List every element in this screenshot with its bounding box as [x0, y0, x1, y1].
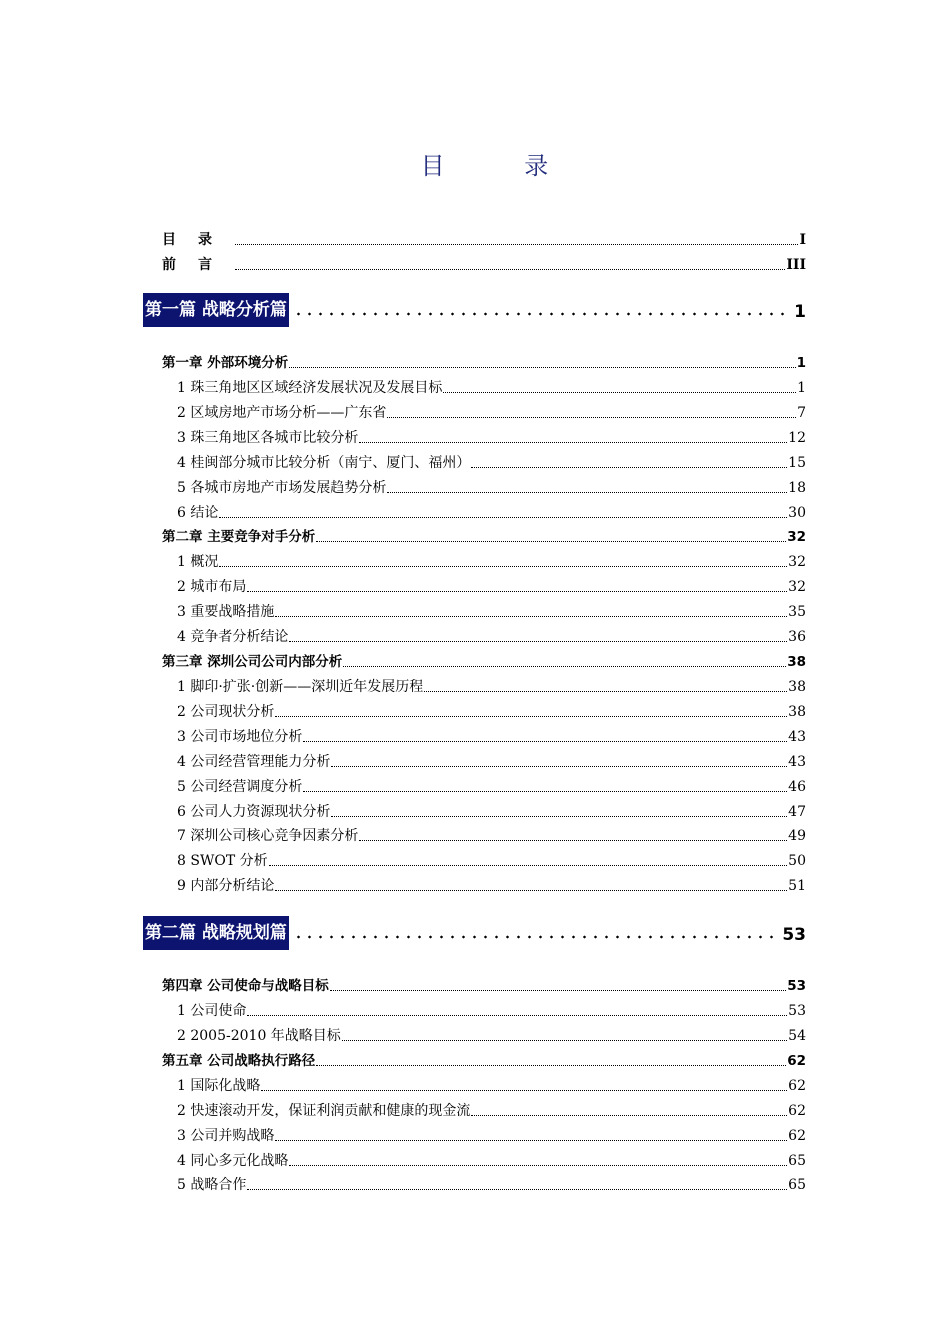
toc-section-page-number: 49: [788, 828, 806, 845]
toc-section-label: 5 战略合作: [177, 1177, 247, 1194]
toc-section[interactable]: [177, 377, 806, 399]
toc-entry-top-label: 前言: [162, 257, 234, 273]
toc-section-page-number: 36: [788, 629, 806, 646]
dot-leader: [424, 686, 787, 692]
toc-section[interactable]: [177, 402, 806, 424]
toc-section-label: 2 城市布局: [177, 579, 247, 596]
toc-section-page-number: 38: [788, 703, 806, 720]
dot-leader: [387, 412, 796, 418]
dot-leader: [343, 661, 786, 667]
toc-entry-top-page-number: I: [799, 232, 806, 248]
toc-section-page-number: 46: [788, 778, 806, 795]
dot-leader: [269, 860, 788, 866]
dot-leader: [471, 1110, 787, 1116]
toc-entry-top-label: 目录: [162, 232, 234, 248]
dot-leader: [289, 362, 795, 368]
toc-chapter-page-number: 32: [787, 529, 806, 546]
toc-section-label: 1 概况: [177, 554, 219, 571]
dot-leader: [342, 1035, 787, 1041]
toc-part[interactable]: [143, 297, 806, 327]
dot-leader: [275, 885, 787, 891]
toc-section-page-number: 62: [788, 1102, 806, 1119]
toc-section-label: 4 桂闽部分城市比较分析（南宁、厦门、福州）: [177, 454, 471, 471]
toc-section[interactable]: [177, 726, 806, 748]
toc-section-page-number: 65: [788, 1177, 806, 1194]
dot-leader: [289, 636, 787, 642]
dot-leader: [235, 239, 798, 245]
toc-chapter-page-number: 53: [787, 978, 806, 994]
toc-section-label: 1 脚印·扩张·创新——深圳近年发展历程: [177, 679, 424, 695]
toc-section[interactable]: [177, 1174, 806, 1196]
toc-section-label: 6 结论: [177, 504, 219, 521]
toc-section[interactable]: [177, 825, 806, 847]
toc-chapter[interactable]: [162, 651, 806, 673]
toc-section-page-number: 47: [788, 803, 806, 820]
dot-leader: [219, 561, 787, 567]
toc-chapter[interactable]: [162, 526, 806, 548]
toc-part-page-number: 1: [794, 302, 806, 322]
toc-section[interactable]: [177, 776, 806, 798]
toc-section-label: 2 区域房地产市场分析——广东省: [177, 404, 387, 421]
dot-leader: [471, 462, 787, 468]
toc-section-label: 9 内部分析结论: [177, 878, 275, 895]
toc-section[interactable]: [177, 1075, 806, 1097]
toc-section[interactable]: [177, 1125, 806, 1147]
toc-chapter-label: 第一章 外部环境分析: [162, 355, 289, 371]
toc-section[interactable]: [177, 1000, 806, 1022]
toc-section[interactable]: [177, 751, 806, 773]
dot-leader: [275, 711, 787, 717]
dot-leader: [219, 512, 787, 518]
dot-leader: [293, 297, 788, 327]
toc-section-page-number: 65: [788, 1152, 806, 1169]
toc-part-label: 第二篇 战略规划篇: [143, 916, 289, 950]
toc-chapter-page-number: 1: [796, 355, 806, 371]
toc-chapter-page-number: 38: [787, 654, 806, 670]
dot-leader: [359, 835, 787, 841]
toc-section[interactable]: [177, 850, 806, 872]
dot-leader: [316, 536, 786, 542]
toc-section-page-number: 1: [797, 380, 806, 396]
page-title: 目 录: [420, 152, 585, 180]
toc-chapter[interactable]: [162, 352, 806, 374]
toc-section[interactable]: [177, 477, 806, 499]
dot-leader: [331, 761, 787, 767]
toc-section-label: 2 快速滚动开发，保证利润贡献和健康的现金流: [177, 1102, 471, 1119]
dot-leader: [359, 437, 787, 443]
toc-section[interactable]: [177, 1100, 806, 1122]
toc-section-page-number: 35: [788, 604, 806, 621]
toc-chapter-label: 第五章 公司战略执行路径: [162, 1052, 316, 1069]
toc-entry-top[interactable]: [162, 254, 806, 276]
toc-chapter[interactable]: [162, 975, 806, 997]
dot-leader: [247, 1010, 787, 1016]
toc-section-label: 3 珠三角地区各城市比较分析: [177, 429, 359, 446]
toc-section-page-number: 50: [788, 853, 806, 870]
toc-section-label: 5 各城市房地产市场发展趋势分析: [177, 479, 387, 496]
toc-section-label: 4 竞争者分析结论: [177, 629, 289, 646]
toc-chapter-page-number: 62: [787, 1052, 806, 1069]
toc-section-page-number: 53: [788, 1003, 806, 1019]
dot-leader: [303, 786, 787, 792]
toc-section-label: 4 同心多元化战略: [177, 1152, 289, 1169]
toc-section-label: 1 公司使命: [177, 1003, 247, 1019]
dot-leader: [443, 387, 796, 393]
toc-section-label: 3 公司市场地位分析: [177, 728, 303, 745]
toc-section-page-number: 43: [788, 753, 806, 770]
toc-section-page-number: 43: [788, 728, 806, 745]
toc-section-label: 2 2005-2010 年战略目标: [177, 1027, 341, 1044]
toc-section[interactable]: [177, 1025, 806, 1047]
toc-chapter-label: 第三章 深圳公司公司内部分析: [162, 654, 343, 670]
toc-section-page-number: 62: [788, 1127, 806, 1144]
dot-leader: [247, 586, 787, 592]
toc-part-label: 第一篇 战略分析篇: [143, 293, 289, 327]
toc-section-page-number: 54: [788, 1027, 806, 1044]
toc-section-page-number: 32: [788, 579, 806, 596]
dot-leader: [387, 487, 787, 493]
toc-section-label: 1 国际化战略: [177, 1077, 261, 1094]
toc-section-label: 8 SWOT 分析: [177, 853, 268, 870]
dot-leader: [330, 985, 787, 991]
toc-chapter-label: 第四章 公司使命与战略目标: [162, 978, 329, 994]
toc-section[interactable]: [177, 427, 806, 449]
toc-section-label: 4 公司经营管理能力分析: [177, 753, 331, 770]
toc-section-page-number: 30: [788, 504, 806, 521]
toc-section-label: 7 深圳公司核心竞争因素分析: [177, 828, 359, 845]
dot-leader: [275, 1135, 787, 1141]
toc-section-page-number: 51: [788, 878, 806, 895]
toc-section[interactable]: [177, 676, 806, 698]
dot-leader: [316, 1060, 786, 1066]
toc-section-page-number: 18: [788, 479, 806, 496]
toc-section[interactable]: [177, 452, 806, 474]
dot-leader: [331, 811, 787, 817]
toc-section[interactable]: [177, 626, 806, 648]
toc-entry-top-page-number: III: [786, 257, 806, 273]
toc-section-label: 1 珠三角地区区域经济发展状况及发展目标: [177, 380, 443, 396]
toc-section-page-number: 32: [788, 554, 806, 571]
toc-section[interactable]: [177, 601, 806, 623]
toc-section-page-number: 12: [788, 429, 806, 446]
toc-section-label: 2 公司现状分析: [177, 703, 275, 720]
toc-section-label: 6 公司人力资源现状分析: [177, 803, 331, 820]
toc-section[interactable]: [177, 502, 806, 524]
dot-leader: [303, 736, 787, 742]
toc-entry-top[interactable]: [162, 229, 806, 251]
toc-section-label: 5 公司经营调度分析: [177, 778, 303, 795]
toc-section-page-number: 15: [788, 454, 806, 471]
toc-chapter-label: 第二章 主要竞争对手分析: [162, 529, 316, 546]
toc-section[interactable]: [177, 875, 806, 897]
toc-part[interactable]: [143, 920, 806, 950]
toc-section[interactable]: [177, 801, 806, 823]
dot-leader: [289, 1160, 787, 1166]
dot-leader: [275, 611, 787, 617]
toc-section-label: 3 重要战略措施: [177, 604, 275, 621]
toc-chapter[interactable]: [162, 1050, 806, 1072]
toc-section[interactable]: [177, 551, 806, 573]
toc-section[interactable]: [177, 1150, 806, 1172]
dot-leader: [247, 1184, 787, 1190]
toc-section-page-number: 38: [788, 679, 806, 695]
dot-leader: [235, 264, 785, 270]
dot-leader: [293, 920, 776, 950]
toc-section-label: 3 公司并购战略: [177, 1127, 275, 1144]
toc-part-page-number: 53: [782, 925, 806, 945]
toc-section-page-number: 7: [797, 404, 806, 421]
toc-section[interactable]: [177, 576, 806, 598]
dot-leader: [261, 1085, 787, 1091]
toc-section[interactable]: [177, 701, 806, 723]
toc-section-page-number: 62: [788, 1077, 806, 1094]
